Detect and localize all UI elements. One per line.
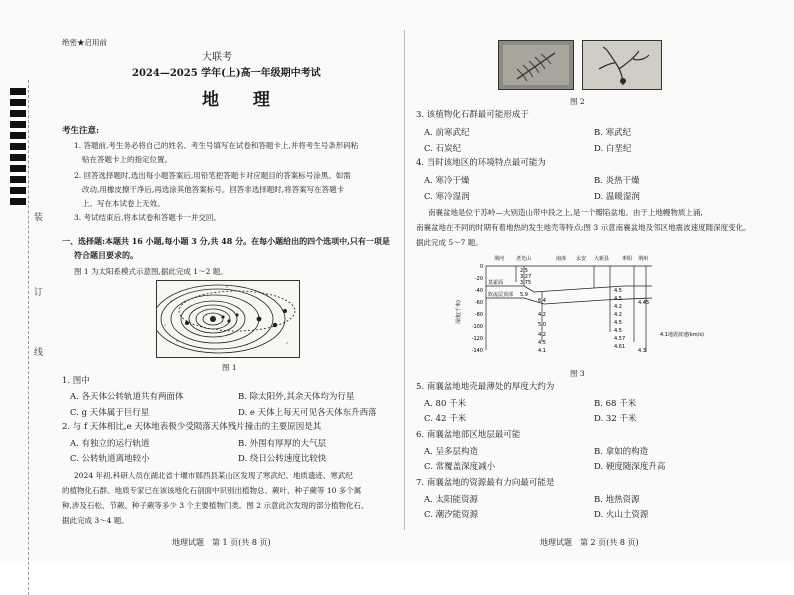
velocity-label: 4.5 bbox=[614, 320, 622, 326]
q2-option-a[interactable]: A. 有独立的运行轨道 bbox=[70, 439, 150, 449]
q2-stem: 2. 与 f 天体相比,e 天体地表极少受陨落天体残片撞击的主要原因是其 bbox=[62, 422, 322, 432]
velocity-label: 6.4 bbox=[538, 298, 546, 304]
q7-option-c[interactable]: C. 潮汐能资源 bbox=[424, 510, 479, 520]
passage-line: 据此完成 3～4 题。 bbox=[62, 516, 129, 525]
passage-line: 种,涉及石松、节蕨、种子蕨等多少 3 个主要植物门类。图 2 示意此次发现的部分植物化石。 bbox=[62, 501, 369, 510]
q5-option-a[interactable]: A. 80 千米 bbox=[424, 399, 467, 409]
velocity-label: 4.2 bbox=[614, 312, 622, 318]
velocity-label: 4.3 bbox=[638, 348, 646, 354]
q5-option-c[interactable]: C. 42 千米 bbox=[424, 414, 467, 424]
fossil-photo-2 bbox=[582, 40, 662, 90]
q7-option-a[interactable]: A. 太阳能资源 bbox=[424, 495, 479, 505]
seismic-profile-figure bbox=[424, 252, 744, 362]
q6-stem: 6. 南襄盆地部区地层最可能 bbox=[416, 430, 521, 440]
velocity-label: 4.5 bbox=[614, 288, 622, 294]
velocity-label: 4.2 bbox=[614, 304, 622, 310]
notice-line: 1. 答题前,考生务必将自己的姓名、考生号填写在试卷和答题卡上,并将考生号条形码粘 bbox=[74, 141, 359, 150]
ytick-label: -140 bbox=[471, 348, 483, 354]
page-footer-2: 地理试题 第 2 页(共 8 页) bbox=[540, 538, 639, 547]
q7-stem: 7. 南襄盆地的资源最有力向最可能是 bbox=[416, 478, 555, 488]
velocity-label: 4.5 bbox=[538, 340, 546, 346]
place-label: 荆州 bbox=[638, 256, 649, 262]
passage-line: 南襄盆地是位于苏岭—大别造山带中段之上,是一个瓣陷盆地。由于上地幔物质上涌, bbox=[428, 208, 703, 217]
binding-label-3: 线 bbox=[34, 348, 44, 358]
binding-label-1: 装 bbox=[34, 213, 44, 223]
section-title: 一、选择题:本题共 16 小题,每小题 3 分,共 48 分。在每小题给出的四个选项中,只有一项是 bbox=[62, 236, 390, 246]
fig3-legend: 4.1地震波速(km/s) bbox=[660, 332, 704, 338]
ytick-label: -60 bbox=[474, 300, 483, 306]
notice-line: 3. 考试结束后,将本试卷和答题卡一并交回。 bbox=[74, 213, 221, 222]
velocity-label: 4.57 bbox=[614, 336, 626, 342]
q7-option-b[interactable]: B. 地热资源 bbox=[594, 495, 640, 505]
fig1-caption: 图 1 bbox=[222, 363, 237, 372]
place-label: 枣阳 bbox=[622, 256, 633, 262]
passage-line: 据此完成 5～7 题。 bbox=[416, 238, 483, 247]
q2-option-b[interactable]: B. 外围有厚厚的大气层 bbox=[238, 439, 327, 449]
place-label: 老光山 bbox=[516, 256, 532, 262]
passage-line: 南襄盆地在不同的时期有着地热的发生地壳等特点;图 3 示意南襄盆地及邻区地震波速度随深度变化。 bbox=[416, 223, 751, 232]
q4-option-a[interactable]: A. 寒冷干燥 bbox=[424, 176, 470, 186]
fig2-caption: 图 2 bbox=[570, 97, 585, 106]
solar-system-figure bbox=[156, 280, 300, 358]
velocity-label: 4.61 bbox=[614, 344, 626, 350]
exam-title: 2024—2025 学年(上)高一年级期中考试 bbox=[132, 68, 321, 79]
q4-option-d[interactable]: D. 温暖湿润 bbox=[594, 192, 640, 202]
q5-option-b[interactable]: B. 68 千米 bbox=[594, 399, 637, 409]
y-ticks bbox=[472, 264, 483, 354]
section-title-cont: 符合题目要求的。 bbox=[74, 250, 138, 260]
barcode-stripes bbox=[10, 88, 26, 208]
page-footer-1: 地理试题 第 1 页(共 8 页) bbox=[172, 538, 271, 547]
velocity-label: 3.27 bbox=[520, 274, 532, 280]
q7-option-d[interactable]: D. 火山土资源 bbox=[594, 510, 649, 520]
q3-option-a[interactable]: A. 前寒武纪 bbox=[424, 128, 470, 138]
cut-line bbox=[28, 80, 29, 595]
q1-option-d[interactable]: D. e 天体上每天可见各天体东升西落 bbox=[238, 408, 377, 418]
ytick-label: -20 bbox=[474, 276, 483, 282]
q6-option-d[interactable]: D. 硬度随深度升高 bbox=[594, 462, 666, 472]
q2-option-c[interactable]: C. 公转轨道离地较小 bbox=[70, 454, 150, 464]
q1-stem: 1. 图中 bbox=[62, 376, 90, 386]
ytick-label: 0 bbox=[479, 264, 483, 270]
notice-line: 改动,用橡皮擦干净后,再选涂其他答案标号。回答非选择题时,将答案写在答题卡 bbox=[82, 185, 345, 194]
place-label: 荆河 bbox=[494, 256, 505, 262]
q6-option-b[interactable]: B. 拿如的构造 bbox=[594, 447, 649, 457]
place-label: 永安 bbox=[576, 256, 587, 262]
ytick-label: -100 bbox=[471, 324, 483, 330]
place-label: 南漳 bbox=[556, 256, 567, 262]
subject-title: 地 理 bbox=[202, 90, 284, 110]
q6-option-c[interactable]: C. 常覆盖深度减小 bbox=[424, 462, 496, 472]
ytick-label: -80 bbox=[474, 312, 483, 318]
ytick-label: -120 bbox=[471, 336, 483, 342]
velocity-label: 3.75 bbox=[520, 280, 532, 286]
exam-org: 大联考 bbox=[202, 52, 232, 63]
velocity-labels-b bbox=[614, 288, 649, 354]
q6-option-a[interactable]: A. 呈多层构造 bbox=[424, 447, 479, 457]
q4-option-c[interactable]: C. 寒冷湿润 bbox=[424, 192, 470, 202]
page-divider bbox=[404, 30, 405, 530]
q5-stem: 5. 南襄盆地地壳最薄处的厚度大约为 bbox=[416, 382, 555, 392]
binding-margin bbox=[0, 40, 30, 560]
ytick-label: -40 bbox=[474, 288, 483, 294]
q4-option-b[interactable]: B. 炎热干燥 bbox=[594, 176, 640, 186]
velocity-label: 5.0 bbox=[538, 322, 546, 328]
passage-line: 的植物化石群。地质专家已在该该地化石剖面中识别出植物总、蕨叶、种子蕨等 10 多个属 bbox=[62, 486, 362, 495]
q1-option-a[interactable]: A. 各天体公转轨道共有两面体 bbox=[70, 392, 184, 402]
layer-label: 莫霍面 bbox=[488, 280, 504, 286]
fossil-photo-1 bbox=[498, 40, 574, 90]
velocity-label: 4.45 bbox=[638, 300, 650, 306]
secret-mark: 绝密★启用前 bbox=[62, 38, 107, 47]
notice-line: 上。写在本试卷上无效。 bbox=[82, 199, 165, 208]
q3-option-d[interactable]: D. 白垩纪 bbox=[594, 144, 632, 154]
notice-line: 2. 回答选择题时,选出每小题答案后,用铅笔把答题卡对应题目的答案标号涂黑。如需 bbox=[74, 171, 351, 180]
q3-option-b[interactable]: B. 寒武纪 bbox=[594, 128, 632, 138]
q5-option-d[interactable]: D. 32 千米 bbox=[594, 414, 637, 424]
q4-stem: 4. 当时该地区的环境特点最可能为 bbox=[416, 158, 546, 168]
place-label: 大新县 bbox=[594, 256, 610, 262]
velocity-label: 4.1 bbox=[538, 348, 546, 354]
q2-option-d[interactable]: D. 绕日公转速度比较快 bbox=[238, 454, 327, 464]
layer-label: 软流层顶部 bbox=[488, 292, 514, 298]
notice-title: 考生注意: bbox=[62, 126, 100, 136]
notice-line: 贴在答题卡上的指定位置。 bbox=[82, 155, 172, 164]
velocity-label: 5.9 bbox=[520, 292, 528, 298]
velocity-label: 4.5 bbox=[614, 328, 622, 334]
y-axis-label: 深度(千米) bbox=[456, 300, 462, 324]
q1-option-c[interactable]: C. g 天体属于巨行星 bbox=[70, 408, 150, 418]
velocity-label: 4.5 bbox=[614, 296, 622, 302]
velocity-label: 2.5 bbox=[520, 268, 528, 274]
profile-place-labels bbox=[494, 255, 648, 262]
q3-stem: 3. 该植物化石群最可能形成于 bbox=[416, 110, 529, 120]
velocity-label: 4.2 bbox=[538, 332, 546, 338]
passage-line: 2024 年初,科研人员在湖北省十堰市郧西县某山区发现了寒武纪、地质遗迹、寒武纪 bbox=[74, 471, 353, 480]
q1-option-b[interactable]: B. 除太阳外,其余天体均为行星 bbox=[238, 392, 355, 402]
fig3-caption: 图 3 bbox=[570, 369, 585, 378]
binding-label-2: 订 bbox=[34, 288, 44, 298]
fig1-intro: 图 1 为太阳系模式示意图,据此完成 1～2 题。 bbox=[74, 267, 228, 276]
velocity-label: 4.2 bbox=[538, 312, 546, 318]
q3-option-c[interactable]: C. 石炭纪 bbox=[424, 144, 462, 154]
